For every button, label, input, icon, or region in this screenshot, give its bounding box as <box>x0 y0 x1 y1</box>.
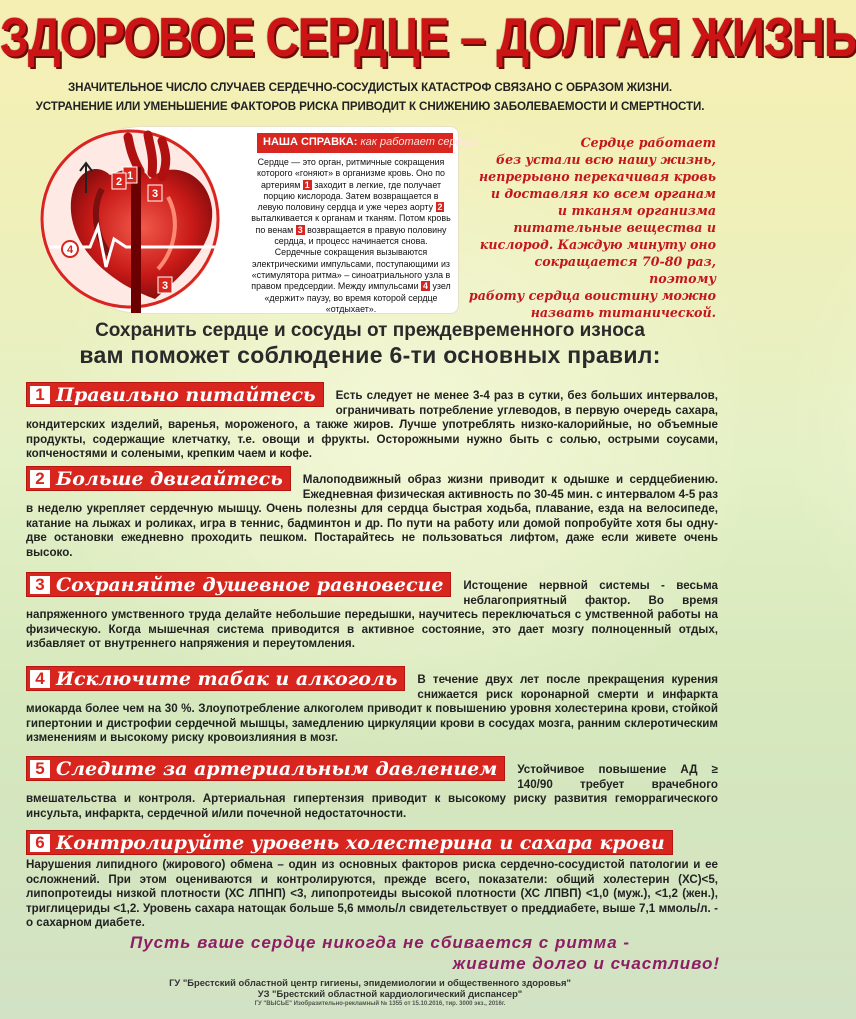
rule-3 <box>26 572 718 652</box>
figure-label-3b: 3 <box>161 280 169 292</box>
side-note-line: без устали всю нашу жизнь, <box>495 152 716 167</box>
rule-header <box>26 466 291 491</box>
footer-org-1: ГУ "Брестский областной центр гигиены, эпидемиологии и общественного здоровья" <box>169 977 571 988</box>
subtitle-line-2: УСТРАНЕНИЕ ИЛИ УМЕНЬШЕНИЕ ФАКТОРОВ РИСКА ПРИВОДИТ К СНИЖЕНИЮ ЗАБОЛЕВАЕМОСТИ И СМЕРТНОСТИ. <box>35 100 705 113</box>
rule-heading: Больше двигайтесь <box>56 467 283 490</box>
figure-label-1: 1 <box>126 170 134 182</box>
info-body-part: Сердце — это орган, ритмичные сокращения которого «гоняют» в организме кровь. Оно по артериям <box>257 157 445 190</box>
subtitle-line-1: ЗНАЧИТЕЛЬНОЕ ЧИСЛО СЛУЧАЕВ СЕРДЕЧНО-СОСУДИСТЫХ КАТАСТРОФ СВЯЗАНО С ОБРАЗОМ ЖИЗНИ. <box>67 81 673 94</box>
intro-line-1: Сохранить сердце и сосуды от преждевременного износа <box>95 320 645 341</box>
info-box <box>50 127 481 314</box>
side-note-line: непрерывно перекачивая кровь <box>479 169 716 184</box>
rule-heading: Следите за артериальным давлением <box>56 757 498 780</box>
rule-number: 6 <box>30 834 50 852</box>
info-heading <box>257 133 481 153</box>
rule-5 <box>26 756 718 821</box>
closing-line-1: Пусть ваше сердце никогда не сбивается с ритма - <box>130 933 631 952</box>
rule-text: Истощение нервной системы - весьма неблагоприятный фактор. Во время напряженного умственного труда делайте небольшие передышки, научитесь переключаться с умственной работы на физическую. Когда мышечная система приводится в активное состояние, это дает мозгу полноценный отдых, избавляет от внутреннего напряжения и переутомления. <box>26 579 718 650</box>
side-note-line: работу сердца воистину можно <box>468 288 716 303</box>
info-heading-label: НАША СПРАВКА: <box>263 136 358 148</box>
rule-text: В течение двух лет после прекращения курения снижается риск коронарной смерти и инфаркта миокарда более чем на 30 %. Злоупотребление алкоголем приводит к повышению уровня холестерина крови, стойкой гипертонии и дистрофии сердечной мышцы, замедлению циркуляции крови в сосудах мозга, ранним склеротическим изменениям и высокому риску кровоизлияния в мозг. <box>26 673 718 744</box>
side-note-line: сокращается 70-80 раз, поэтому <box>534 254 716 286</box>
rule-text: Нарушения липидного (жирового) обмена – один из основных факторов риска сердечно-сосудистой патологии и ее осложнений. При этом оцениваются и контролируются, прежде всего, показатели: общий холестерин (ХС)<5, липопротеиды низкой плотности (ХС ЛПНП) <3, липопротеиды высокой плотности (ХС ЛПВП) <1,0 (муж.), <1,2 (жен.), триглицериды <1,2. Уровень сахара натощак больше 5,6 ммоль/л свидетельствует о преддиабете, выше 7,1 ммоль/л. - о сахарном диабете. <box>26 858 718 929</box>
rule-number: 3 <box>30 576 50 594</box>
info-body-part: узел «держит» паузу, во время которой сердце «отдыхает». <box>264 281 451 314</box>
side-note-line: кислород. Каждую минуту оно <box>479 237 716 252</box>
info-body-part: заходит в легкие, где получает порцию кислорода. Затем возвращается в левую половину сердца и уже через аорту <box>257 179 442 213</box>
poster-title: ЗДОРОВОЕ СЕРДЦЕ – ДОЛГАЯ ЖИЗНЬ <box>0 6 856 68</box>
side-note-line: и тканям организма <box>557 203 716 218</box>
info-ref-1: 1 <box>304 179 310 190</box>
rule-header <box>26 666 405 691</box>
rule-number: 5 <box>30 760 50 778</box>
side-note <box>466 134 716 321</box>
rule-heading: Исключите табак и алкоголь <box>56 667 398 690</box>
rule-header <box>26 756 505 781</box>
rule-heading: Контролируйте уровень холестерина и сахара крови <box>56 831 665 854</box>
rule-heading: Сохраняйте душевное равновесие <box>56 573 444 596</box>
closing-line-2: живите долго и счастливо! <box>452 954 720 973</box>
intro-line-2: вам поможет соблюдение 6-ти основных правил: <box>79 342 661 368</box>
rule-header <box>26 572 451 597</box>
info-body-part: возвращается в правую половину сердца, и процесс начинается снова. Сердечные сокращения вызываются электрическими импульсами, поступающими из «стимулятора ритма» – синоатриального узла в правом предсердии. Между импульсами <box>251 224 451 292</box>
info-ref-2: 2 <box>437 202 443 213</box>
rule-header <box>26 382 324 407</box>
side-note-line: назвать титанической. <box>530 305 716 320</box>
rule-4 <box>26 666 718 746</box>
figure-label-4: 4 <box>66 244 74 256</box>
rule-number: 1 <box>30 386 50 404</box>
side-note-line: питательные вещества и <box>513 220 716 235</box>
footer-org-2: УЗ "Брестский областной кардиологический диспансер" <box>257 988 523 999</box>
rule-number: 4 <box>30 670 50 688</box>
heart-illustration <box>50 127 240 313</box>
info-body-text <box>251 157 451 315</box>
rule-1 <box>26 382 718 462</box>
rule-text: Устойчивое повышение АД ≥ 140/90 требует врачебного вмешательства и контроля. Артериальная гипертензия приводит к высокому риску развития геморрагического инсульта, инфаркта, сердечной и/или почечной недостаточности. <box>26 763 718 820</box>
rule-header <box>26 830 673 855</box>
info-ref-4: 4 <box>423 281 428 292</box>
footer-imprint: ГУ "ВЫСЬЕ" Изобразительно-рекламный № 1355 от 15.10.2016, тир. 3000 экз., 2016г. <box>254 1001 506 1007</box>
rule-text: Малоподвижный образ жизни приводит к одышке и сердцебиению. Ежедневная физическая активность по 30-45 мин. с интервалом 4-5 раз в неделю укрепляет сердечную мышцу. Очень полезны для сердца быстрая ходьба, плавание, езда на велосипеде, катание на лыжах и роликах, игра в теннис, бадминтон и др. По пути на работу или домой попробуйте хотя бы одну-две остановки ежедневно проходить пешком. Постарайтесь не пользоваться лифтом, даже если живете очень высоко. <box>26 473 718 559</box>
rule-heading: Правильно питайтесь <box>56 383 316 406</box>
side-note-line: и доставляя ко всем органам <box>490 186 716 201</box>
rule-text: Есть следует не менее 3-4 раз в сутки, без больших интервалов, ограничивать потребление углеводов, в первую очередь сахара, кондитерских изделий, варенья, мороженого, а также жиров. Лучше употреблять низко-калорийные, но объемные продукты, содержащие клетчатку, т.е. овощи и фрукты. Осторожными нужно быть с солью, острыми соусами, копченостями и солеными, крепким чаем и кофе. <box>26 389 718 460</box>
rule-number: 2 <box>30 470 50 488</box>
rule-2 <box>26 466 718 560</box>
figure-label-2: 2 <box>115 176 123 188</box>
info-body-part: выталкивается к органам и тканям. Потом кровь по венам <box>251 213 451 235</box>
figure-label-3: 3 <box>151 188 159 200</box>
info-heading-question: как работает сердце? <box>360 136 481 148</box>
info-ref-3: 3 <box>297 224 303 235</box>
rule-6 <box>26 830 718 931</box>
side-note-line: Сердце работает <box>580 135 716 150</box>
